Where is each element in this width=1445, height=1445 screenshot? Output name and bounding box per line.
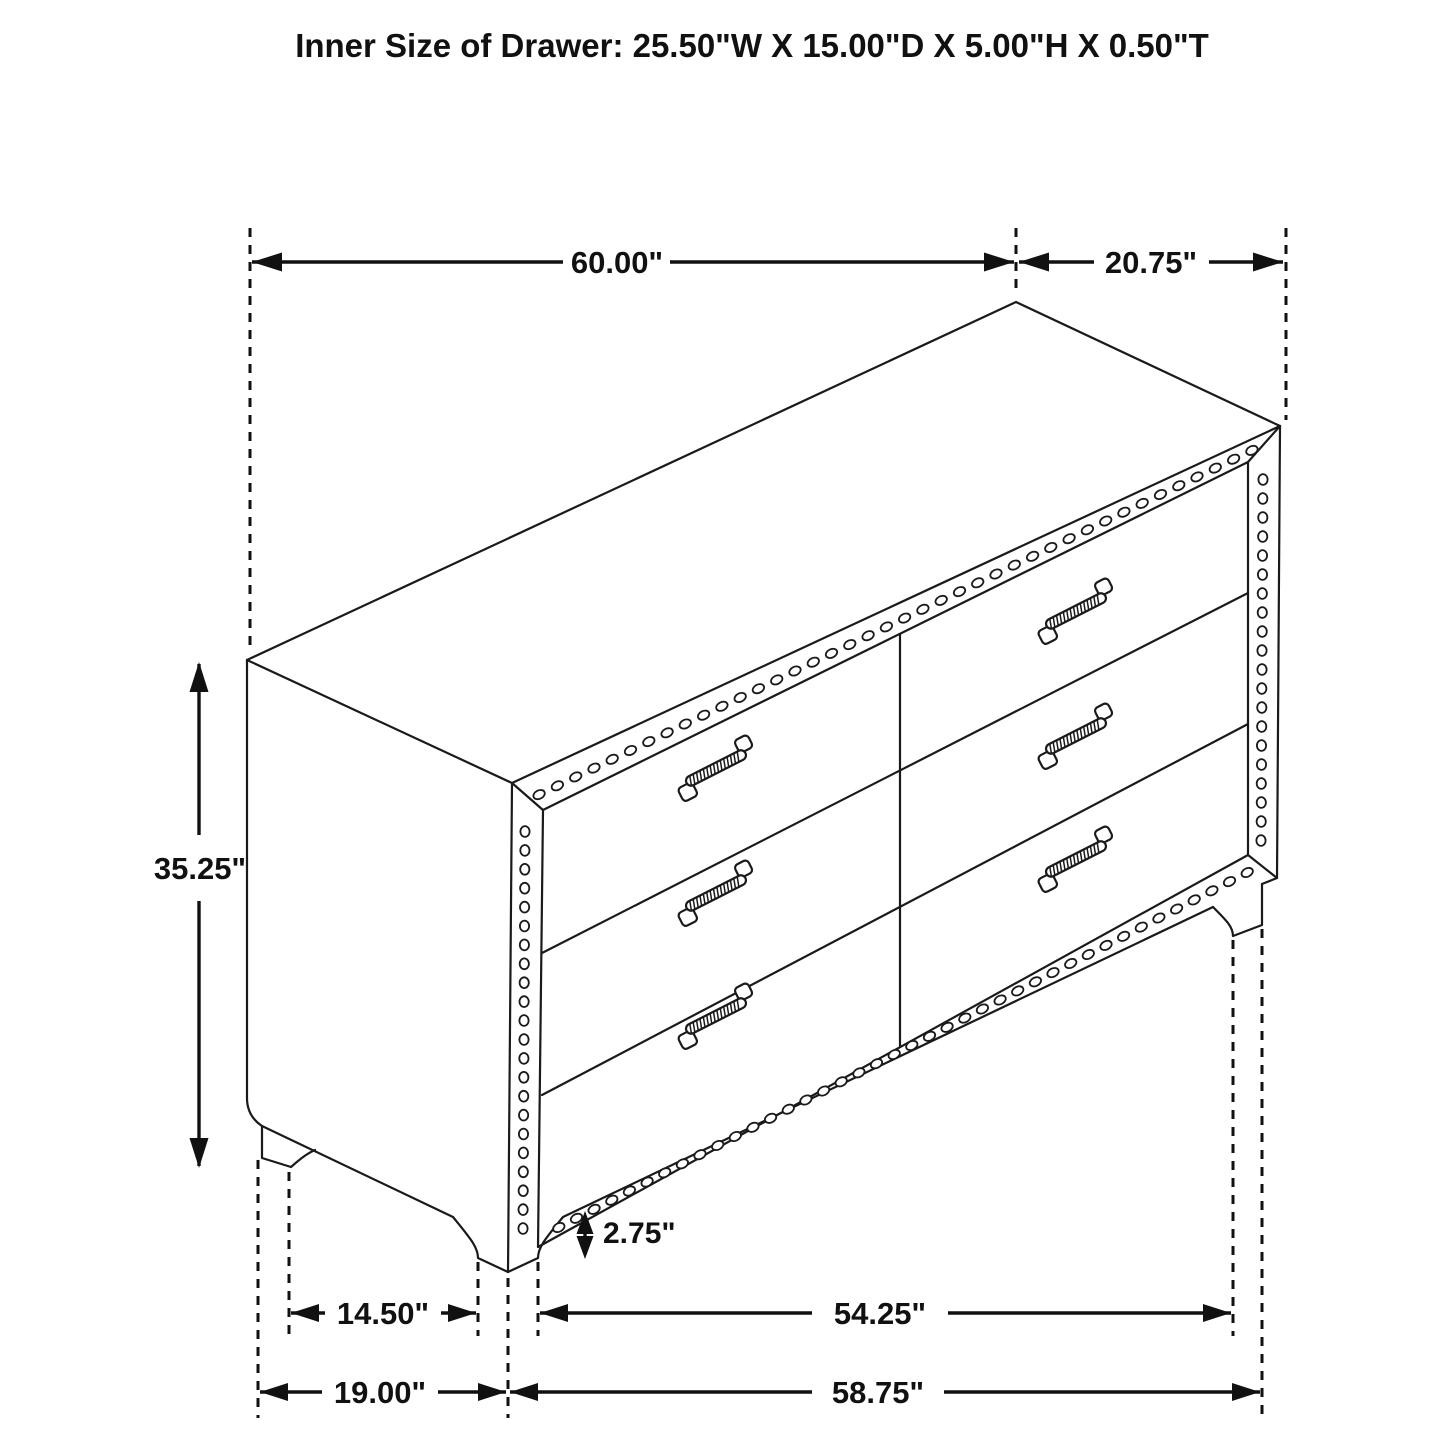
nailhead-stud-icon [520, 845, 529, 856]
nailhead-stud-icon [1257, 645, 1266, 656]
nailhead-stud-icon [519, 1072, 528, 1083]
dimension-between-legs [540, 1296, 1231, 1331]
nailhead-stud-icon [1257, 759, 1266, 770]
dimension-top-depth [1019, 245, 1283, 280]
nailhead-stud-icon [519, 1015, 528, 1026]
nailhead-stud-icon [1258, 607, 1267, 618]
dimension-label: 19.00" [333, 1375, 427, 1410]
nailhead-stud-icon [520, 940, 529, 951]
nailhead-stud-icon [1257, 778, 1266, 789]
dimension-label: 2.75" [603, 1217, 676, 1250]
dimension-label: 20.75" [1104, 245, 1198, 280]
nailhead-stud-icon [1257, 740, 1266, 751]
nailhead-stud-icon [1257, 721, 1266, 732]
dimension-leg-inset [291, 1296, 476, 1331]
nailhead-stud-icon [520, 826, 529, 837]
nailhead-stud-icon [1258, 531, 1267, 542]
nailhead-stud-icon [1258, 588, 1267, 599]
dimension-label: 54.25" [833, 1296, 927, 1331]
nailhead-stud-icon [1257, 683, 1266, 694]
nailhead-stud-icon [1256, 835, 1265, 846]
nailhead-stud-icon [520, 902, 529, 913]
dimension-label: 58.75" [831, 1375, 925, 1410]
nailhead-stud-icon [1258, 512, 1267, 523]
nailhead-stud-icon [1257, 797, 1266, 808]
dresser-silhouette [247, 302, 1280, 1272]
nailhead-stud-icon [519, 1110, 528, 1121]
nailhead-stud-icon [1258, 474, 1267, 485]
nailhead-stud-icon [1258, 550, 1267, 561]
dimension-top-width [252, 245, 1014, 280]
dimension-base-depth [260, 1375, 506, 1410]
diagram-title: Inner Size of Drawer: 25.50"W X 15.00"D X 5.00"H X 0.50"T [295, 27, 1209, 64]
dimension-label: 60.00" [570, 245, 664, 280]
nailhead-stud-icon [520, 883, 529, 894]
dimension-label: 14.50" [336, 1296, 430, 1331]
nailhead-stud-icon [1257, 816, 1266, 827]
nailhead-stud-icon [1257, 702, 1266, 713]
nailhead-stud-icon [520, 977, 529, 988]
nailhead-stud-icon [520, 996, 529, 1007]
nailhead-stud-icon [520, 958, 529, 969]
nailhead-stud-icon [1258, 493, 1267, 504]
nailhead-stud-icon [519, 1204, 528, 1215]
nailhead-stud-icon [519, 1034, 528, 1045]
nailhead-stud-icon [519, 1166, 528, 1177]
dimension-bottom-width [510, 1375, 1260, 1410]
nailhead-stud-icon [1258, 626, 1267, 637]
nailhead-stud-icon [520, 921, 529, 932]
nailhead-stud-icon [519, 1185, 528, 1196]
dimension-label: 35.25" [153, 851, 247, 886]
nailhead-stud-icon [519, 1091, 528, 1102]
nailhead-stud-icon [519, 1148, 528, 1159]
nailhead-stud-icon [1258, 569, 1267, 580]
nailhead-stud-icon [1257, 664, 1266, 675]
nailhead-stud-icon [520, 864, 529, 875]
nailhead-stud-icon [518, 1223, 527, 1234]
dimension-height [154, 662, 246, 1168]
nailhead-stud-icon [519, 1053, 528, 1064]
nailhead-stud-icon [519, 1129, 528, 1140]
